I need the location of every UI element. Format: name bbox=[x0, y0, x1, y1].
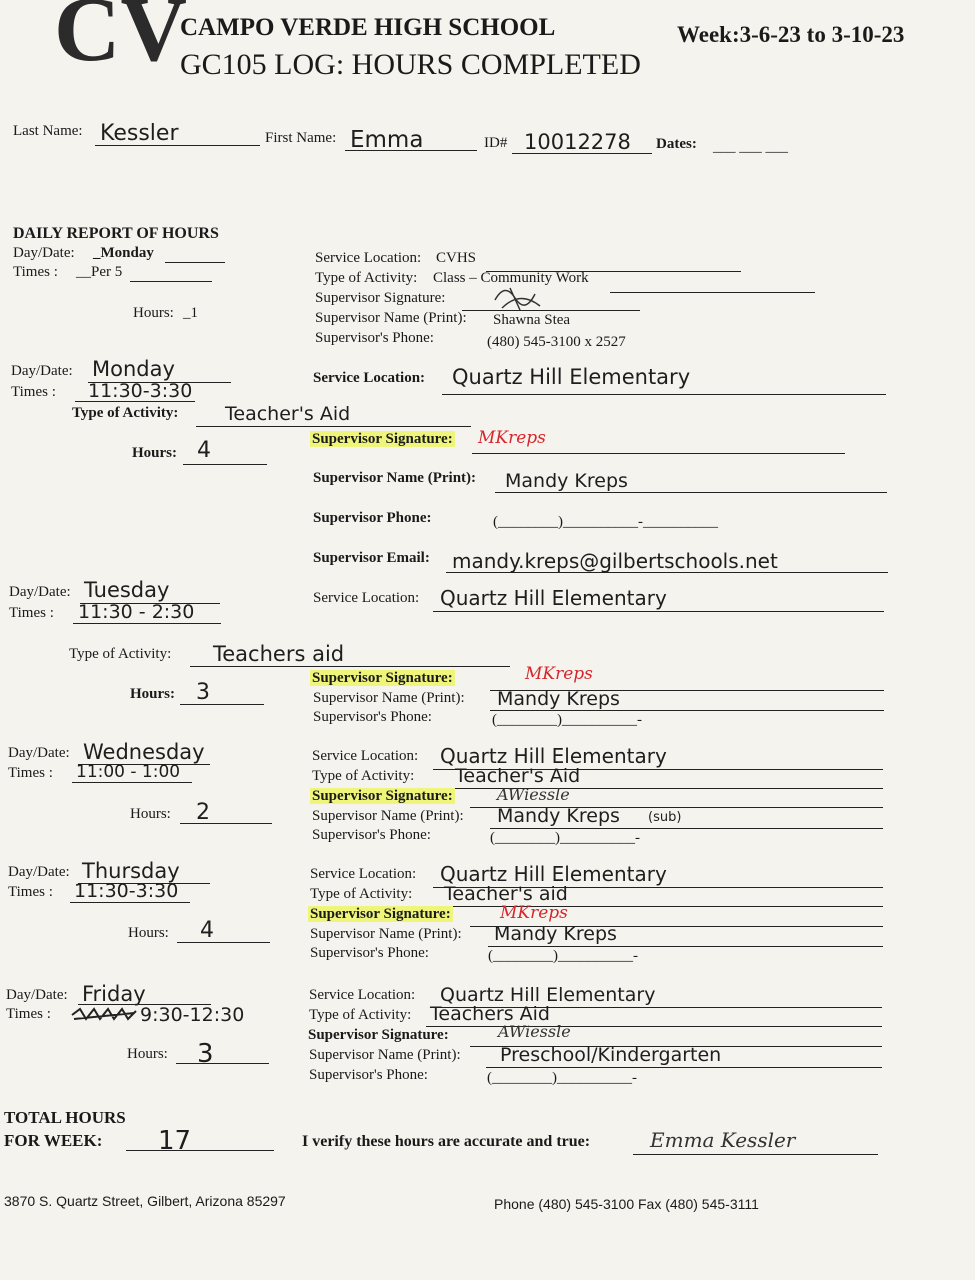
school-logo bbox=[50, 0, 187, 80]
wednesday-signature-label: Supervisor Signature: bbox=[312, 788, 453, 804]
tuesday-name-label: Supervisor Name (Print): bbox=[313, 690, 465, 706]
wednesday-location-value: Quartz Hill Elementary bbox=[440, 744, 667, 768]
wednesday-times-value: 11:00 - 1:00 bbox=[76, 762, 181, 782]
tuesday-location-label: Service Location: bbox=[313, 590, 420, 606]
thursday-location-value: Quartz Hill Elementary bbox=[440, 862, 667, 886]
thursday-activity-value: Teacher's aid bbox=[444, 883, 568, 905]
monday-activity-label: Type of Activity: bbox=[72, 405, 179, 421]
footer-address: 3870 S. Quartz Street, Gilbert, Arizona 85297 bbox=[4, 1193, 286, 1209]
first-name-label: First Name: bbox=[265, 130, 337, 146]
friday-times-scribble bbox=[70, 1005, 138, 1025]
friday-activity-value: Teachers Aid bbox=[430, 1003, 550, 1025]
sample-times-label: Times : bbox=[13, 264, 58, 280]
friday-name-value: Preschool/Kindergarten bbox=[500, 1044, 722, 1066]
monday-location-value: Quartz Hill Elementary bbox=[452, 365, 691, 389]
tuesday-signature-label: Supervisor Signature: bbox=[312, 670, 453, 686]
wednesday-hours-value: 2 bbox=[196, 800, 210, 825]
monday-phone-blank: (________)__________-__________ bbox=[493, 514, 718, 530]
sample-day-value: _Monday bbox=[93, 245, 154, 261]
sample-hours-label: Hours: bbox=[133, 305, 174, 321]
friday-signature-label: Supervisor Signature: bbox=[308, 1027, 449, 1043]
wednesday-phone-blank: (________)__________- bbox=[490, 830, 640, 846]
thursday-phone-label: Supervisor's Phone: bbox=[310, 945, 429, 961]
monday-name-label: Supervisor Name (Print): bbox=[313, 470, 477, 486]
wednesday-times-label: Times : bbox=[8, 765, 53, 781]
thursday-signature: MKreps bbox=[500, 903, 568, 923]
thursday-day-label: Day/Date: bbox=[8, 864, 70, 880]
sample-times-value: __Per 5 bbox=[76, 264, 123, 280]
last-name-value: Kessler bbox=[100, 121, 179, 146]
total-hours-value: 17 bbox=[158, 1126, 192, 1156]
tuesday-signature: MKreps bbox=[525, 664, 593, 684]
thursday-signature-label: Supervisor Signature: bbox=[310, 906, 451, 922]
tuesday-name-value: Mandy Kreps bbox=[497, 688, 620, 710]
monday-name-value: Mandy Kreps bbox=[505, 470, 628, 492]
id-value: 10012278 bbox=[524, 130, 631, 154]
sample-name-value: Shawna Stea bbox=[493, 312, 571, 328]
dates-label: Dates: bbox=[656, 136, 697, 152]
friday-hours-label: Hours: bbox=[127, 1046, 168, 1062]
sample-location-label: Service Location: bbox=[315, 250, 422, 266]
wednesday-name-label: Supervisor Name (Print): bbox=[312, 808, 464, 824]
monday-activity-value: Teacher's Aid bbox=[225, 403, 351, 425]
sample-hours-value: _1 bbox=[183, 305, 198, 321]
wednesday-location-label: Service Location: bbox=[312, 748, 419, 764]
wednesday-activity-value: Teacher's Aid bbox=[455, 765, 581, 787]
sample-name-label: Supervisor Name (Print): bbox=[315, 310, 467, 326]
tuesday-phone-blank: (________)__________- bbox=[492, 712, 642, 728]
friday-phone-blank: (________)__________- bbox=[487, 1070, 637, 1086]
sample-phone-label: Supervisor's Phone: bbox=[315, 330, 434, 346]
monday-email-value: mandy.kreps@gilbertschools.net bbox=[452, 549, 778, 573]
friday-day-label: Day/Date: bbox=[6, 987, 68, 1003]
tuesday-hours-label: Hours: bbox=[130, 686, 175, 702]
logo-letters: CV bbox=[54, 0, 187, 80]
total-hours-label-1: TOTAL HOURS bbox=[4, 1108, 126, 1127]
monday-hours-value: 4 bbox=[197, 438, 211, 463]
thursday-times-value: 11:30-3:30 bbox=[74, 880, 179, 902]
tuesday-times-value: 11:30 - 2:30 bbox=[78, 601, 195, 623]
wednesday-hours-label: Hours: bbox=[130, 806, 171, 822]
monday-signature-label: Supervisor Signature: bbox=[312, 431, 453, 447]
wednesday-name-value: Mandy Kreps bbox=[497, 805, 620, 827]
sample-signature-scribble bbox=[490, 280, 550, 316]
monday-phone-label: Supervisor Phone: bbox=[313, 510, 432, 526]
friday-times-label: Times : bbox=[6, 1006, 51, 1022]
friday-phone-label: Supervisor's Phone: bbox=[309, 1067, 428, 1083]
wednesday-signature: AWiessle bbox=[497, 785, 570, 804]
tuesday-hours-value: 3 bbox=[196, 680, 210, 705]
sample-activity-value: Class – Community Work bbox=[433, 270, 589, 286]
thursday-phone-blank: (________)__________- bbox=[488, 948, 638, 964]
wednesday-phone-label: Supervisor's Phone: bbox=[312, 827, 431, 843]
first-name-value: Emma bbox=[350, 127, 424, 153]
school-name: CAMPO VERDE HIGH SCHOOL bbox=[180, 14, 556, 41]
sample-activity-label: Type of Activity: bbox=[315, 270, 418, 286]
section-title: DAILY REPORT OF HOURS bbox=[13, 225, 219, 242]
sample-day-label: Day/Date: bbox=[13, 245, 75, 261]
sample-signature-label: Supervisor Signature: bbox=[315, 290, 446, 306]
thursday-activity-label: Type of Activity: bbox=[310, 886, 413, 902]
wednesday-activity-label: Type of Activity: bbox=[312, 768, 415, 784]
total-hours-label-2: FOR WEEK: bbox=[4, 1131, 103, 1150]
monday-email-label: Supervisor Email: bbox=[313, 550, 430, 566]
tuesday-activity-value: Teachers aid bbox=[213, 642, 345, 666]
friday-location-label: Service Location: bbox=[309, 987, 416, 1003]
friday-times-value: 9:30-12:30 bbox=[140, 1004, 245, 1026]
monday-hours-label: Hours: bbox=[132, 445, 177, 461]
wednesday-name-note: (sub) bbox=[648, 810, 682, 825]
tuesday-phone-label: Supervisor's Phone: bbox=[313, 709, 432, 725]
student-signature: Emma Kessler bbox=[650, 1128, 796, 1152]
thursday-name-label: Supervisor Name (Print): bbox=[310, 926, 462, 942]
thursday-location-label: Service Location: bbox=[310, 866, 417, 882]
friday-activity-label: Type of Activity: bbox=[309, 1007, 412, 1023]
monday-day-label: Day/Date: bbox=[11, 363, 73, 379]
monday-times-value: 11:30-3:30 bbox=[88, 380, 193, 402]
monday-location-label: Service Location: bbox=[313, 370, 426, 386]
week-range: Week:3-6-23 to 3-10-23 bbox=[677, 22, 905, 47]
friday-location-value: Quartz Hill Elementary bbox=[440, 984, 656, 1006]
dates-blanks: ___ ___ ___ bbox=[713, 139, 788, 155]
id-label: ID# bbox=[484, 135, 508, 151]
tuesday-times-label: Times : bbox=[9, 605, 54, 621]
thursday-day-value: Thursday bbox=[82, 859, 180, 883]
wednesday-day-label: Day/Date: bbox=[8, 745, 70, 761]
last-name-label: Last Name: bbox=[13, 123, 83, 139]
tuesday-activity-label: Type of Activity: bbox=[69, 646, 172, 662]
tuesday-day-value: Tuesday bbox=[84, 578, 170, 602]
monday-times-label: Times : bbox=[11, 384, 56, 400]
tuesday-day-label: Day/Date: bbox=[9, 584, 71, 600]
friday-name-label: Supervisor Name (Print): bbox=[309, 1047, 461, 1063]
sample-location-value: CVHS bbox=[436, 250, 477, 266]
thursday-hours-label: Hours: bbox=[128, 925, 169, 941]
sample-phone-value: (480) 545-3100 x 2527 bbox=[487, 334, 626, 350]
tuesday-location-value: Quartz Hill Elementary bbox=[440, 586, 667, 610]
wednesday-day-value: Wednesday bbox=[83, 740, 205, 764]
monday-day-value: Monday bbox=[92, 357, 175, 381]
monday-signature: MKreps bbox=[478, 428, 546, 448]
thursday-times-label: Times : bbox=[8, 884, 53, 900]
footer-phone-fax: Phone (480) 545-3100 Fax (480) 545-3111 bbox=[494, 1196, 759, 1212]
log-title: GC105 LOG: HOURS COMPLETED bbox=[180, 48, 641, 81]
friday-day-value: Friday bbox=[82, 982, 146, 1006]
thursday-name-value: Mandy Kreps bbox=[494, 923, 617, 945]
friday-hours-value: 3 bbox=[197, 1039, 214, 1069]
friday-signature: AWiessle bbox=[498, 1022, 571, 1041]
verify-statement: I verify these hours are accurate and true: bbox=[302, 1133, 591, 1150]
thursday-hours-value: 4 bbox=[200, 918, 214, 943]
